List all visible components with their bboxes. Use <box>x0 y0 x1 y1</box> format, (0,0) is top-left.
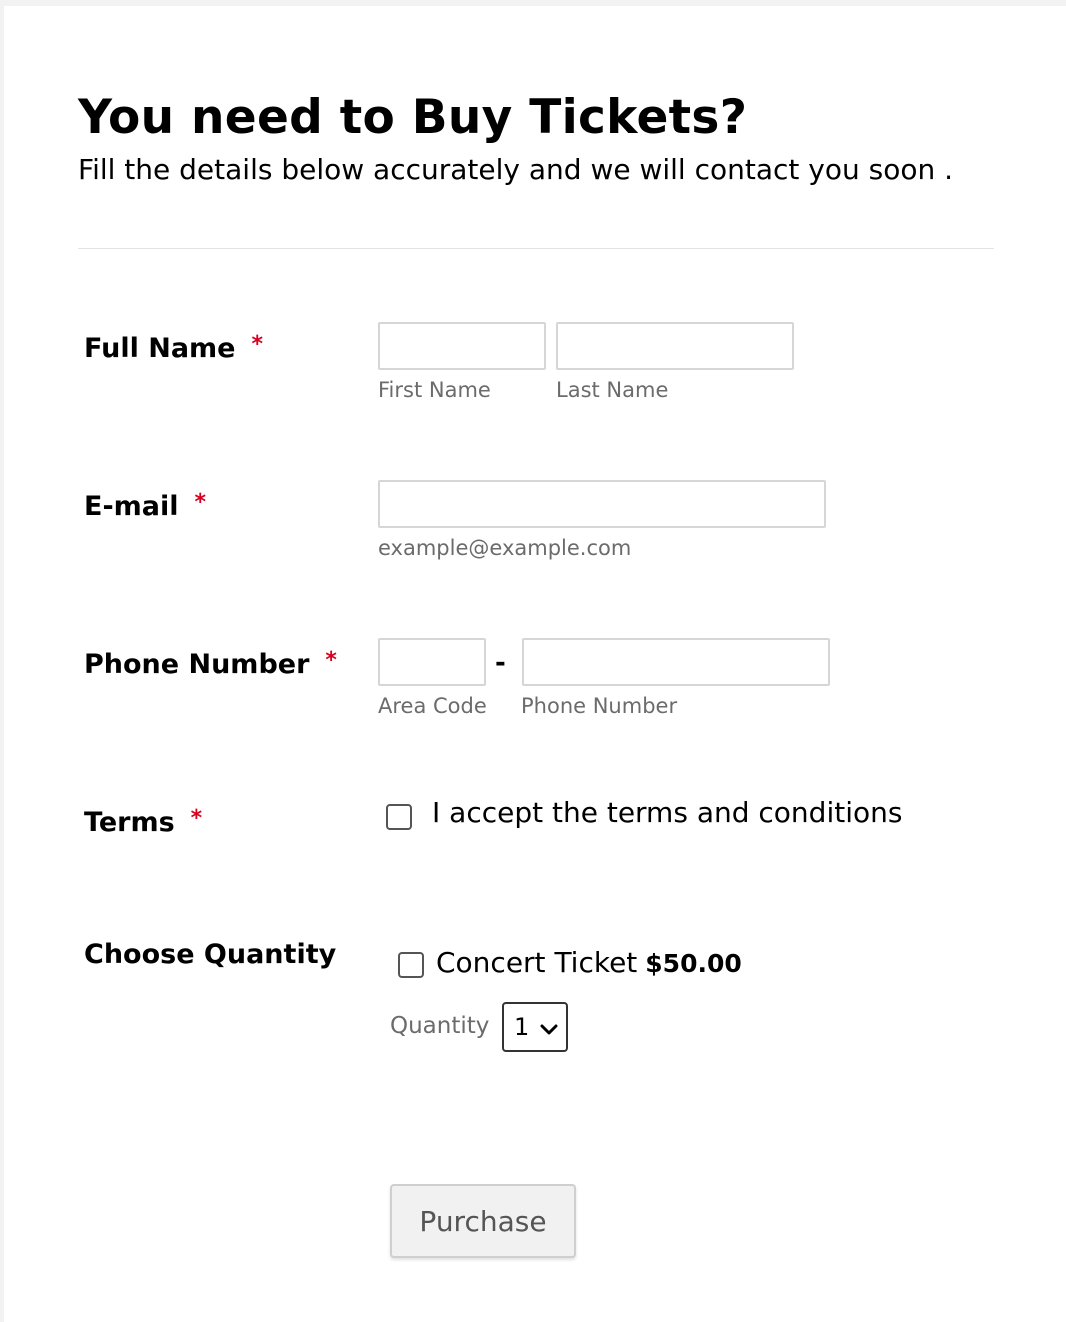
required-marker: * <box>190 806 203 831</box>
area-code-sublabel: Area Code <box>378 694 487 718</box>
terms-label-text: Terms <box>84 807 175 838</box>
phone-number-input[interactable] <box>522 638 830 686</box>
phone-number-sublabel: Phone Number <box>521 694 678 718</box>
email-label-text: E-mail <box>84 491 179 522</box>
terms-label <box>84 802 202 840</box>
form-page <box>4 6 1066 1322</box>
quantity-label-text: Choose Quantity <box>84 939 337 970</box>
area-code-input[interactable] <box>378 638 486 686</box>
terms-checkbox-label[interactable]: I accept the terms and conditions <box>432 796 903 829</box>
page-subtitle: Fill the details below accurately and we will contact you soon . <box>78 153 954 186</box>
concert-ticket-label[interactable] <box>436 946 742 981</box>
terms-checkbox[interactable] <box>386 804 412 830</box>
required-marker: * <box>251 332 264 357</box>
product-name: Concert Ticket <box>436 946 638 979</box>
email-input[interactable] <box>378 480 826 528</box>
quantity-select[interactable] <box>502 1002 568 1052</box>
product-price: $50.00 <box>645 949 742 978</box>
first-name-input[interactable] <box>378 322 546 370</box>
page-title: You need to Buy Tickets? <box>78 90 748 145</box>
required-marker: * <box>194 490 207 515</box>
quantity-label <box>84 938 336 972</box>
quantity-selected-value: 1 <box>514 1013 530 1041</box>
email-label <box>84 486 206 524</box>
full-name-label <box>84 328 263 366</box>
form-header <box>78 90 994 190</box>
chevron-down-icon <box>540 1016 558 1044</box>
header-divider <box>78 248 994 249</box>
last-name-input[interactable] <box>556 322 794 370</box>
required-marker: * <box>325 648 337 673</box>
concert-ticket-checkbox[interactable] <box>398 952 424 978</box>
first-name-sublabel: First Name <box>378 378 491 402</box>
last-name-sublabel: Last Name <box>556 378 669 402</box>
phone-separator: - <box>495 648 506 678</box>
quantity-field-label: Quantity <box>390 1013 490 1039</box>
full-name-label-text: Full Name <box>84 333 236 364</box>
email-sublabel: example@example.com <box>378 536 632 560</box>
phone-label-text: Phone Number <box>84 649 310 680</box>
purchase-button[interactable]: Purchase <box>390 1184 576 1258</box>
phone-label <box>84 644 337 682</box>
